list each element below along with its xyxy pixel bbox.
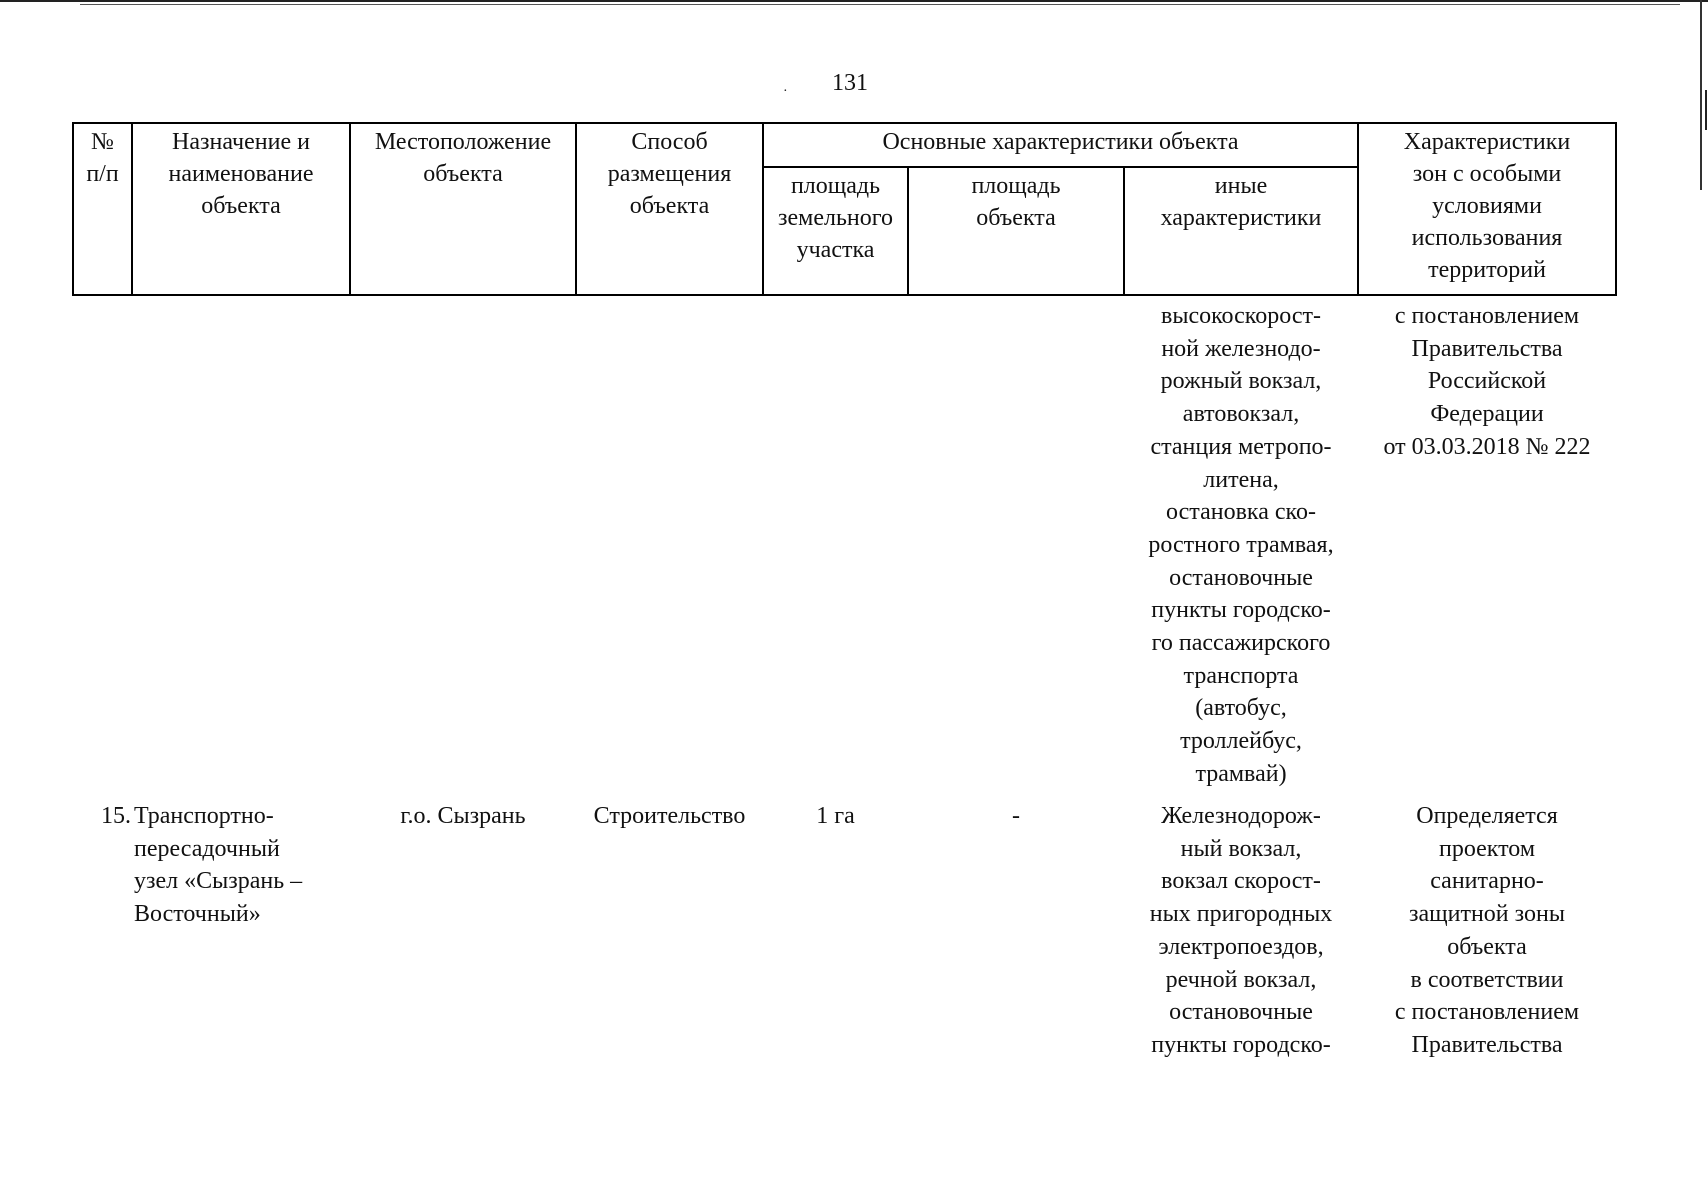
group-divider [762,166,1359,168]
scan-dot: · [783,84,788,99]
header-location: Местоположение объекта [374,129,552,187]
header-zones: Характеристики зон с особыми условиями использования территорий [1403,129,1571,283]
header-land-area: площадь земельного участка [778,173,893,263]
header-right-border [1615,122,1617,296]
row-15-land-area: 1 га [816,803,855,829]
scan-edge-line [80,4,1680,5]
row-15-object-area: - [1012,803,1020,829]
row-15-name: Транспортно- пересадочный узел «Сызрань – Восточный» [134,803,303,928]
row-15-location: г.о. Сызрань [400,803,526,829]
header-main-characteristics: Основные характеристики объекта [882,129,1239,155]
row-15-zones: Определяется проектом санитарно- защитной зоны объекта в соответствии с постановлением Правительства [1394,803,1580,1058]
header-other-characteristics: иные характеристики [1160,173,1322,231]
row-15-method: Строительство [593,803,746,829]
header-object-area: площадь объекта [971,173,1061,231]
header-method: Способ размещения объекта [607,129,732,219]
page-number: 131 [832,70,868,96]
header-top-border [72,122,1617,124]
scan-edge-top [0,0,1708,2]
header-number: № п/п [86,129,119,187]
scan-edge-right [1700,0,1702,190]
row-15-other-characteristics: Железнодорож- ный вокзал, вокзал скорост- ных пригородных электропоездов, речной вокзал, остановочные пункты городско- [1149,803,1333,1058]
continued-other-characteristics: высокоскорост- ной железнодо- рожный вокзал, автовокзал, станция метропо- литена, остановка ско- ростного трамвая, остановочные пункты городско- го пассажирского транспорта (автобус, троллейбус, трамвай) [1148,303,1334,787]
scan-edge-right-mark [1705,90,1707,130]
table-header [72,122,1617,296]
header-name: Назначение и наименование объекта [168,129,314,219]
header-bottom-border [72,294,1617,296]
row-15-number: 15. [101,803,131,829]
continued-zones: с постановлением Правительства Российской Федерации от 03.03.2018 № 222 [1383,303,1591,460]
